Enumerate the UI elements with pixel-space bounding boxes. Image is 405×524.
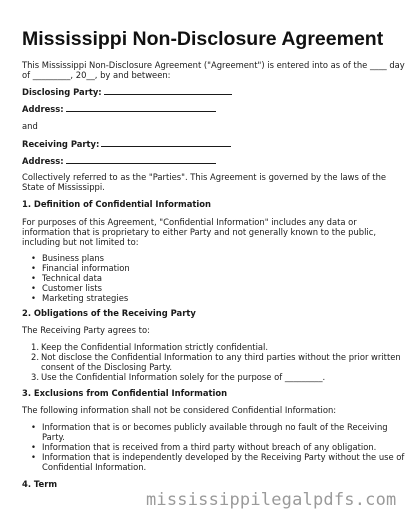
section-3-heading: 3. Exclusions from Confidential Information (22, 388, 228, 398)
collective-line-1: Collectively referred to as the "Parties". This Agreement is governed by the laws of the (22, 172, 387, 182)
section-2-heading: 2. Obligations of the Receiving Party (22, 308, 196, 318)
address-label: Address: (22, 104, 64, 114)
bullet-icon: • (31, 293, 36, 303)
watermark: mississippilegalpdfs.com (146, 490, 397, 510)
receiving-address-field (22, 155, 216, 167)
bullet-icon: • (31, 253, 36, 263)
bullet-icon: • (31, 273, 36, 283)
section-4-heading: 4. Term (22, 479, 58, 489)
section-1-heading: 1. Definition of Confidential Information (22, 199, 212, 209)
section-1-para-line-3: including but not limited to: (22, 237, 139, 247)
bullet-icon: • (31, 422, 36, 432)
section-1-para-line-1: For purposes of this Agreement, "Confidential Information" includes any data or (22, 217, 357, 227)
disclosing-address-field (22, 103, 216, 115)
section-1-para-line-2: information that is proprietary to either Party and not generally known to the public, (22, 227, 376, 237)
bullet-icon: • (31, 283, 36, 293)
disclosing-party-label: Disclosing Party: (22, 87, 102, 97)
bullet-icon: • (31, 452, 36, 462)
receiving-address-blank (66, 155, 216, 164)
bullet-icon: • (31, 263, 36, 273)
collective-line-2: State of Mississippi. (22, 182, 105, 192)
document-title: Mississippi Non-Disclosure Agreement (22, 28, 384, 50)
receiving-party-label: Receiving Party: (22, 139, 100, 149)
disclosing-party-blank (104, 86, 232, 95)
section-3-intro: The following information shall not be considered Confidential Information: (22, 405, 337, 415)
disclosing-address-blank (66, 103, 216, 112)
bullet-icon: • (31, 442, 36, 452)
disclosing-party-field (22, 86, 232, 98)
section-2-intro: The Receiving Party agrees to: (22, 325, 150, 335)
receiving-party-field (22, 138, 231, 150)
and-text: and (22, 121, 38, 131)
document-page: Mississippi Non-Disclosure Agreement This Mississippi Non-Disclosure Agreement ("Agreement") is entered into as of the ____ day of _________, 20__, by and between: Disclosing Party: Address: and Receiving Party: Address: Collectively referred to as the "Parties". This Agreement is governed by the laws of the State of Mississippi. 1. Definition of Confidential Information For purposes of this Agreement, "Confidential Information" includes any data or information that is proprietary to either Party and not generally known to the public, including but not limited to: • Business plans • Financial information • Technical data • Customer lists • Marketing strategies 2. Obligations of the Receiving Party The Receiving Party agrees to: 1. Keep the Confidential Information strictly confidential. 2. Not disclose the Confidential Information to any third parties without the prior written consent of the Disclosing Party. 3. Use the Confidential Information solely for the purpose of _________. 3. Exclusions from Confidential Information The following information shall not be considered Confidential Information: • Information that is or becomes publicly available through no fault of the Receiving Party. • Information that is received from a third party without breach of any obligation. • Information that is independently developed by the Receiving Party without the use of Confidential Information. 4. Term mississippilegalpdfs.com (22, 28, 405, 510)
address-label-2: Address: (22, 156, 64, 166)
intro-line-2: of _________, 20__, by and between: (22, 70, 171, 80)
intro-line-1: This Mississippi Non-Disclosure Agreement ("Agreement") is entered into as of the ____ day (22, 60, 405, 70)
receiving-party-blank (101, 138, 231, 147)
